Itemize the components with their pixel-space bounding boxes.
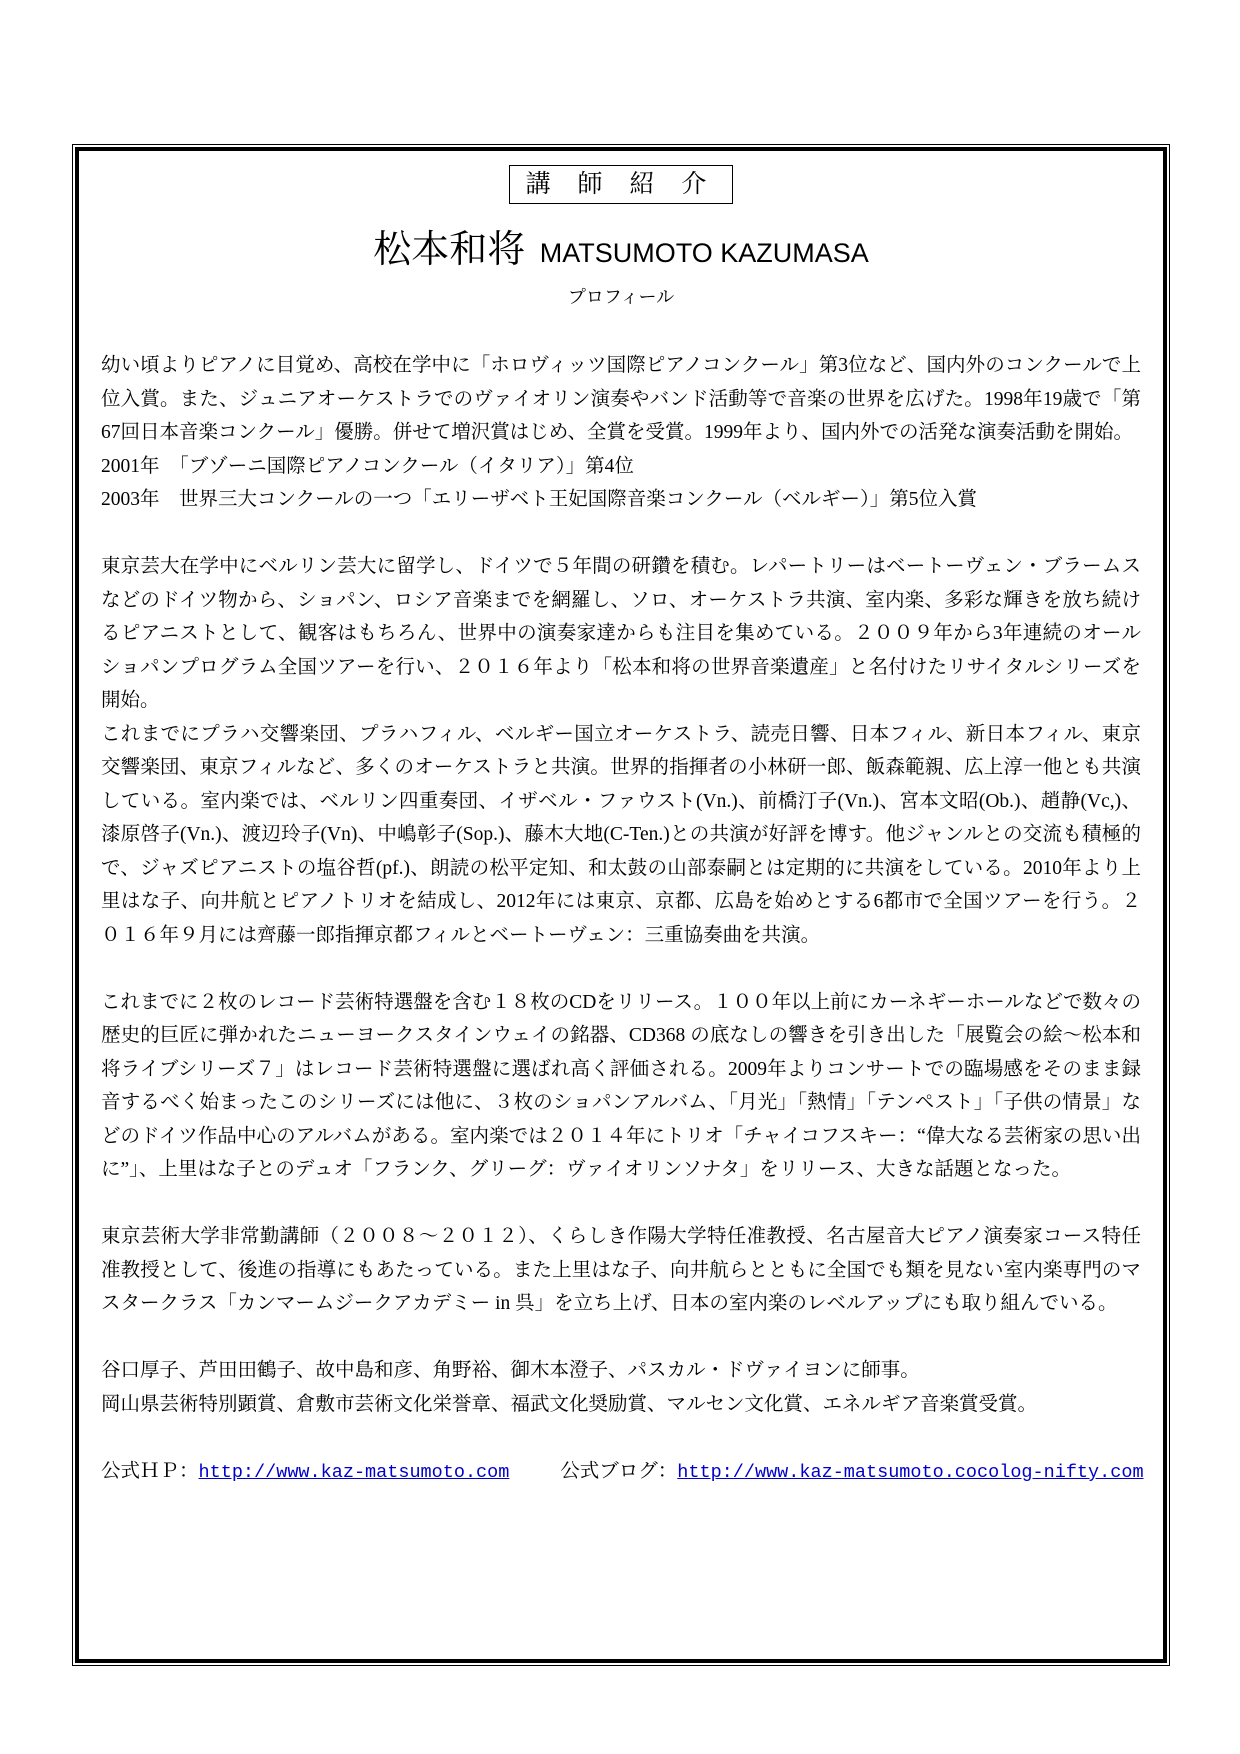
award-line-2001: 2001年 「ブゾーニ国際ピアノコンクール（イタリア）」第4位 xyxy=(101,455,634,477)
official-blog-link[interactable]: http://www.kaz-matsumoto.cocolog-nifty.com xyxy=(677,1461,1144,1483)
official-hp-label: 公式ＨＰ： xyxy=(101,1460,199,1482)
paragraph-cd: これまでに２枚のレコード芸術特選盤を含む１８枚のCDをリリース。１００年以上前にカーネギーホールなどで数々の歴史的巨匠に弾かれたニューヨークスタインウェイの銘器、CD368 の底なしの響きを引き出した「展覧会の絵～松本和将ライブシリーズ７」はレコード芸術特選盤に選ばれ高く評価される。2009年よりコンサートでの臨場感をそのまま録音するべく始まったこのシリーズには他に、３枚のショパンアルバム、「月光」「熱情」「テンペスト」「子供の情景」などのドイツ作品中心のアルバムがある。室内楽では２０１４年にトリオ「チャイコフスキー：“偉大なる芸術家の思い出に”」、上里はな子とのデュオ「フランク、グリーグ：ヴァイオリンソナタ」をリリース、大きな話題となった。 xyxy=(101,991,1141,1181)
line-teachers: 谷口厚子、芦田田鶴子、故中島和彦、角野裕、御木本澄子、パスカル・ドヴァイヨンに師事。 xyxy=(101,1360,920,1382)
paragraph-orchestra: これまでにプラハ交響楽団、プラハフィル、ベルギー国立オーケストラ、読売日響、日本フィル、新日本フィル、東京交響楽団、東京フィルなど、多くのオーケストラと共演。世界的指揮者の小林研一郎、飯森範親、広上淳一他とも共演している。室内楽では、ベルリン四重奏団、イザベル・ファウスト(Vn.)、前橋汀子(Vn.)、宮本文昭(Ob.)、趙静(Vc,)、漆原啓子(Vn.)、渡辺玲子(Vn)、中嶋彰子(Sop.)、藤木大地(C-Ten.)との共演が好評を博す。他ジャンルとの交流も積極的で、ジャズピアニストの塩谷哲(pf.)、朗読の松平定知、和太鼓の山部泰嗣とは定期的に共演をしている。2010年より上里はな子、向井航とピアノトリオを結成し、2012年には東京、京都、広島を始めとする6都市で全国ツアーを行う。２０１６年９月には齊藤一郎指揮京都フィルとベートーヴェン：三重協奏曲を共演。 xyxy=(101,723,1141,946)
award-line-2003: 2003年 世界三大コンクールの一つ「エリーザベト王妃国際音楽コンクール（ベルギー）」第5位入賞 xyxy=(101,489,977,511)
footer-links-row xyxy=(101,1455,1144,1490)
section-title-row xyxy=(101,165,1141,204)
paragraph-teaching: 東京芸術大学非常勤講師（２００８～２０１２）、くらしき作陽大学特任准教授、名古屋音大ピアノ演奏家コース特任准教授として、後進の指導にもあたっている。また上里はな子、向井航らとともに全国でも類を見ない室内楽専門のマスタークラス「カンマームジークアカデミー in 呉」を立ち上げ、日本の室内楽のレベルアップにも取り組んでいる。 xyxy=(101,1226,1141,1315)
official-blog-label: 公式ブログ： xyxy=(560,1460,678,1482)
paragraph-intro: 幼い頃よりピアノに目覚め、高校在学中に「ホロヴィッツ国際ピアノコンクール」第3位など、国内外のコンクールで上位入賞。また、ジュニアオーケストラでのヴァイオリン演奏やバンド活動等で音楽の世界を広げた。1998年19歳で「第67回日本音楽コンクール」優勝。併せて増沢賞はじめ、全賞を受賞。1999年より、国内外での活発な演奏活動を開始。 xyxy=(101,355,1141,444)
paragraph-study: 東京芸大在学中にベルリン芸大に留学し、ドイツで５年間の研鑽を積む。レパートリーはベートーヴェン・ブラームスなどのドイツ物から、ショパン、ロシア音楽までを網羅し、ソロ、オーケストラ共演、室内楽、多彩な輝きを放ち続けるピアニストとして、観客はもちろん、世界中の演奏家達からも注目を集めている。２００９年から3年連続のオールショパンプログラム全国ツアーを行い、２０１６年より「松本和将の世界音楽遺産」と名付けたリサイタルシリーズを開始。 xyxy=(101,556,1142,712)
profile-subtitle: プロフィール xyxy=(567,287,675,308)
official-hp-link[interactable]: http://www.kaz-matsumoto.com xyxy=(198,1461,510,1483)
official-hp-group xyxy=(101,1461,514,1482)
page-content xyxy=(75,147,1167,1663)
line-awards: 岡山県芸術特別顕賞、倉敷市芸術文化栄誉章、福武文化奨励賞、マルセン文化賞、エネルギア音楽賞受賞。 xyxy=(101,1393,1038,1415)
page-border-frame xyxy=(72,144,1170,1666)
official-blog-group xyxy=(560,1461,1143,1482)
section-title-box: 講 師 紹 介 xyxy=(509,165,734,204)
name-romanized: MATSUMOTO KAZUMASA xyxy=(539,238,869,269)
name-japanese: 松本和将 xyxy=(373,229,526,272)
name-row xyxy=(101,218,1141,273)
profile-body xyxy=(101,349,1144,1489)
subtitle-row xyxy=(101,283,1141,309)
